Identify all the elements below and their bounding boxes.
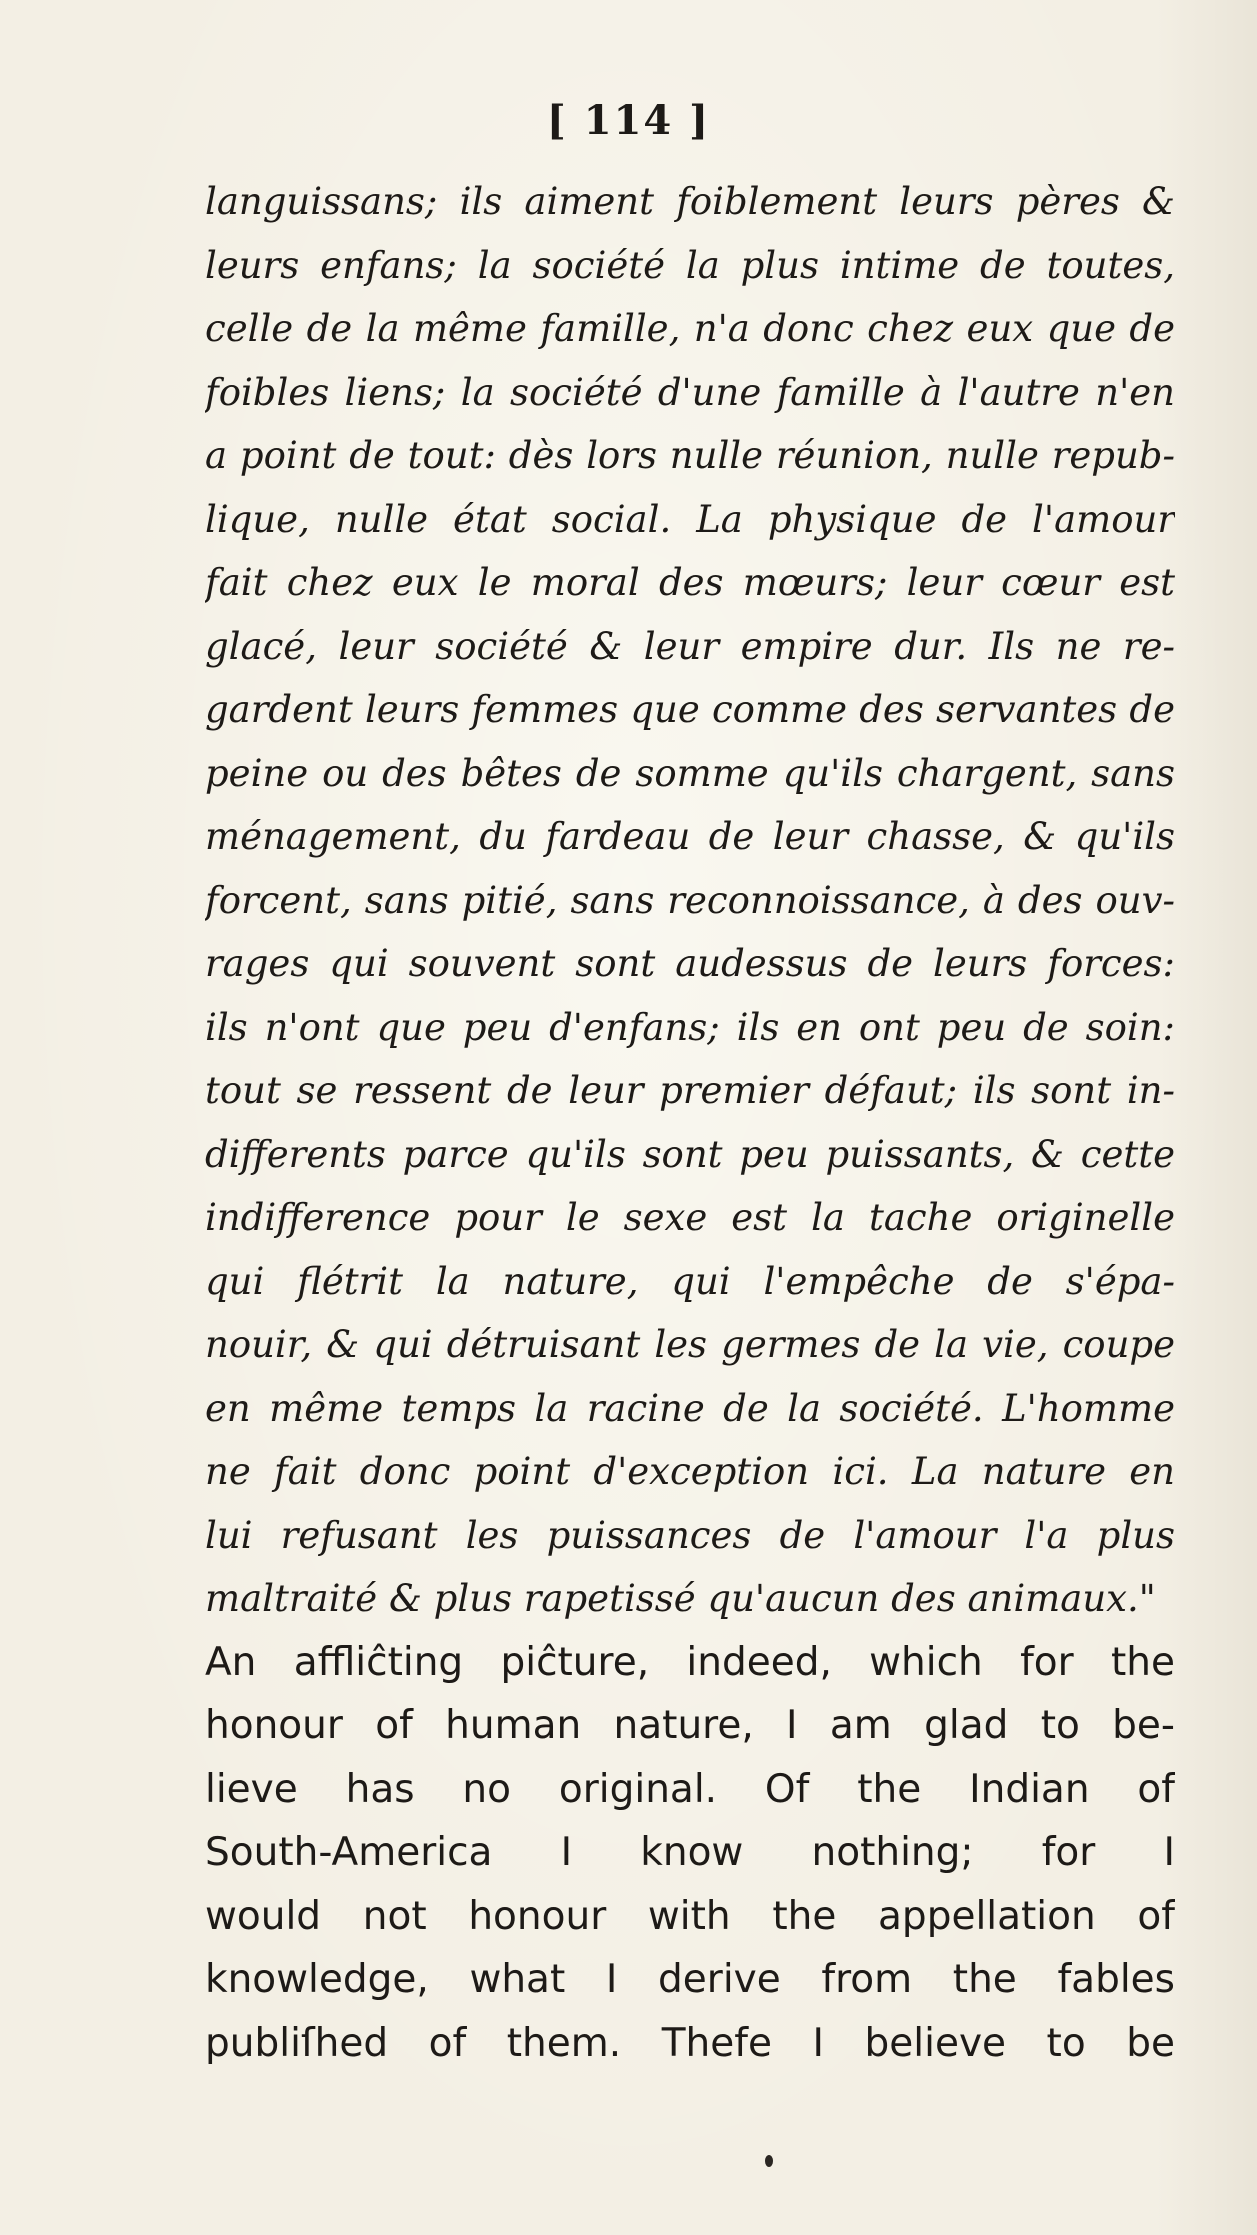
text-line: knowledge, what I derive from the fables bbox=[205, 1957, 1175, 2002]
text-line: would not honour with the appellation of bbox=[205, 1893, 1175, 1939]
french-quotation bbox=[205, 170, 1175, 1631]
page-number: [ 114 ] bbox=[546, 97, 711, 144]
text-line: lieve has no original. Of the Indian of bbox=[205, 1766, 1175, 1812]
text-line: languissans; ils aiment foiblement leurs pères & bbox=[205, 180, 1175, 223]
text-line: qui flétrit la nature, qui l'empêche de s'épa- bbox=[205, 1259, 1175, 1303]
text-line: honour of human nature, I am glad to be- bbox=[205, 1703, 1175, 1748]
text-line: en même temps la racine de la société. L'homme bbox=[205, 1386, 1175, 1430]
text-line: ne fait donc point d'exception ici. La nature en bbox=[205, 1450, 1175, 1493]
text-line: a point de tout: dès lors nulle réunion, nulle repub- bbox=[205, 434, 1175, 477]
text-line: peine ou des bêtes de somme qu'ils chargent, sans bbox=[205, 751, 1175, 795]
ink-speck bbox=[765, 2155, 773, 2167]
text-line: fait chez eux le moral des mœurs; leur cœur est bbox=[205, 561, 1175, 604]
text-line: foibles liens; la société d'une famille à l'autre n'en bbox=[205, 370, 1175, 414]
english-commentary bbox=[205, 1631, 1175, 2076]
text-line: differents parce qu'ils sont peu puissants, & cette bbox=[205, 1132, 1175, 1176]
text-line: lui refusant les puissances de l'amour l'a plus bbox=[205, 1513, 1175, 1557]
text-line: An affliĉting piĉture, indeed, which for the bbox=[205, 1639, 1175, 1685]
text-line: South-America I know nothing; for I bbox=[205, 1830, 1175, 1875]
text-line: glacé, leur société & leur empire dur. Ils ne re- bbox=[205, 624, 1175, 668]
text-line: lique, nulle état social. La physique de l'amour bbox=[205, 497, 1175, 541]
text-line: ménagement, du fardeau de leur chasse, & qu'ils bbox=[205, 815, 1175, 858]
text-line: maltraité & plus rapetissé qu'aucun des animaux." bbox=[205, 1577, 1156, 1620]
text-line: tout se ressent de leur premier défaut; ils sont in- bbox=[205, 1069, 1175, 1112]
text-line: indifference pour le sexe est la tache originelle bbox=[205, 1196, 1175, 1239]
text-line: leurs enfans; la société la plus intime de toutes, bbox=[205, 243, 1175, 287]
text-line: ils n'ont que peu d'enfans; ils en ont peu de soin: bbox=[205, 1005, 1175, 1049]
text-line: rages qui souvent sont audessus de leurs forces: bbox=[205, 942, 1175, 985]
text-line: gardent leurs femmes que comme des servantes de bbox=[205, 688, 1175, 731]
text-line: publiſhed of them. Thefe I believe to be bbox=[205, 2020, 1175, 2066]
text-line: forcent, sans pitié, sans reconnoissance, à des ouv- bbox=[205, 878, 1175, 922]
text-line: celle de la même famille, n'a donc chez eux que de bbox=[205, 307, 1175, 350]
text-line: nouir, & qui détruisant les germes de la vie, coupe bbox=[205, 1323, 1175, 1366]
body-text bbox=[205, 170, 1175, 2075]
